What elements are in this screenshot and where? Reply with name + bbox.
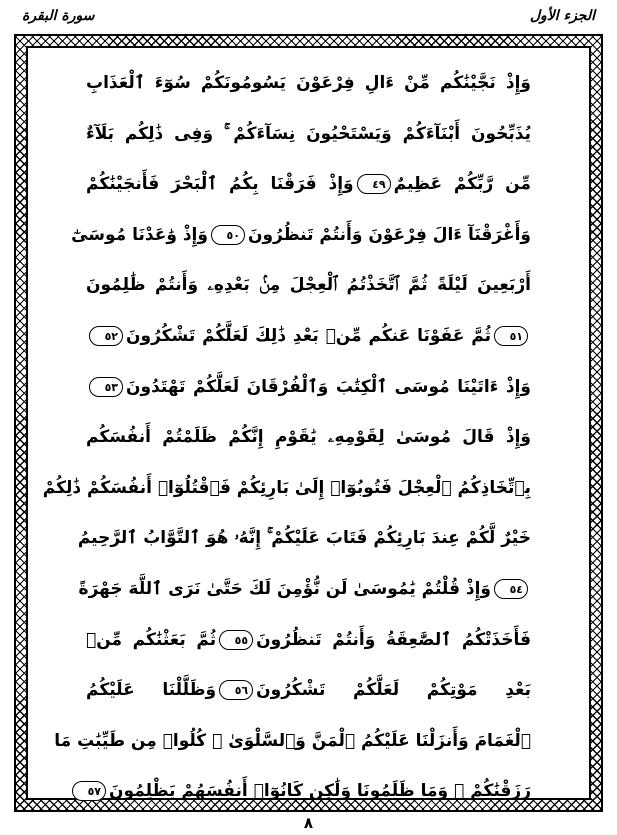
text-line-9	[42, 463, 531, 514]
line-text: وَإِذْ قُلْتُمْ يَٰمُوسَىٰ لَن نُّؤْمِنَ لَكَ حَتَّىٰ نَرَى ٱللَّهَ جَهْرَةً	[78, 578, 491, 599]
text-line-4	[71, 210, 531, 261]
ayah-marker: ٥٧	[72, 781, 106, 801]
line-text-after: وَإِذْ فَرَقْنَا بِكُمُ ٱلْبَحْرَ فَأَنجَيْنَٰكُمْ	[86, 174, 354, 195]
line-text: بَعْدِ مَوْتِكُمْ لَعَلَّكُمْ تَشْكُرُونَ	[256, 680, 531, 701]
text-line-11	[78, 564, 531, 615]
ayah-marker: ٥٠	[211, 225, 245, 245]
page-number: ٨	[303, 814, 314, 832]
text-line-10	[77, 513, 531, 564]
ayah-marker: ٥٤	[494, 579, 528, 599]
text-line-5	[86, 260, 531, 311]
text-line-7	[86, 362, 531, 413]
surah-header: سورة البقرة	[22, 8, 95, 24]
line-text: فَأَخَذَتْكُمُ ٱلصَّٰعِقَةُ وَأَنتُمْ تَنظُرُونَ	[256, 629, 532, 650]
line-text: خَيْرٌ لَّكُمْ عِندَ بَارِئِكُمْ فَتَابَ عَلَيْكُمْ ۚ إِنَّهُۥ هُوَ ٱلتَّوَّابُ ٱلرَّحِيمُ	[77, 528, 531, 549]
line-text: رَزَقْنَٰكُمْ ۖ وَمَا ظَلَمُونَا وَلَٰكِن كَانُوٓا۟ أَنفُسَهُمْ يَظْلِمُونَ	[109, 781, 531, 802]
ayah-marker: ٥٦	[219, 680, 253, 700]
text-line-14	[54, 716, 531, 767]
text-line-1	[86, 58, 531, 109]
line-text: ثُمَّ عَفَوْنَا عَنكُم مِّنۢ بَعْدِ ذَٰلِكَ لَعَلَّكُمْ تَشْكُرُونَ	[126, 325, 491, 346]
line-text: وَإِذْ قَالَ مُوسَىٰ لِقَوْمِهِۦ يَٰقَوْمِ إِنَّكُمْ ظَلَمْتُمْ أَنفُسَكُم	[86, 427, 531, 448]
text-line-15	[86, 766, 531, 817]
line-text: ٱلْغَمَامَ وَأَنزَلْنَا عَلَيْكُمُ ٱلْمَنَّ وَٱلسَّلْوَىٰ ۖ كُلُوا۟ مِن طَيِّبَٰتِ مَا	[54, 730, 531, 751]
text-line-6	[86, 311, 531, 362]
text-line-3	[86, 159, 531, 210]
line-text: وَإِذْ ءَاتَيْنَا مُوسَى ٱلْكِتَٰبَ وَٱلْفُرْقَانَ لَعَلَّكُمْ تَهْتَدُونَ	[126, 376, 531, 397]
juz-header: الجزء الأول	[529, 8, 595, 24]
text-line-8	[86, 412, 531, 463]
ayah-marker: ٤٩	[357, 174, 391, 194]
line-text: وَأَغْرَقْنَآ ءَالَ فِرْعَوْنَ وَأَنتُمْ تَنظُرُونَ	[247, 224, 531, 245]
line-text-after: وَإِذْ وَٰعَدْنَا مُوسَىٰٓ	[71, 224, 208, 245]
line-text: بِٱتِّخَاذِكُمُ ٱلْعِجْلَ فَتُوبُوٓا۟ إِلَىٰ بَارِئِكُمْ فَٱقْتُلُوٓا۟ أَنفُسَكُمْ ذَٰلِكُمْ	[42, 477, 531, 498]
text-line-13	[86, 665, 531, 716]
ayah-marker: ٥١	[494, 326, 528, 346]
line-text: يُذَبِّحُونَ أَبْنَآءَكُمْ وَيَسْتَحْيُونَ نِسَآءَكُمْ ۚ وَفِى ذَٰلِكُم بَلَآءٌ	[86, 123, 531, 144]
line-text-after: ثُمَّ بَعَثْنَٰكُم مِّنۢ	[86, 629, 217, 650]
line-text: أَرْبَعِينَ لَيْلَةً ثُمَّ ٱتَّخَذْتُمُ ٱلْعِجْلَ مِنۢ بَعْدِهِۦ وَأَنتُمْ ظَٰلِمُونَ	[86, 275, 531, 296]
ayah-marker: ٥٥	[219, 630, 253, 650]
text-line-12	[86, 615, 531, 666]
line-text: وَإِذْ نَجَّيْنَٰكُم مِّنْ ءَالِ فِرْعَوْنَ يَسُومُونَكُمْ سُوٓءَ ٱلْعَذَابِ	[86, 73, 531, 93]
quran-text-block	[42, 58, 532, 817]
line-text: مِّن رَّبِّكُمْ عَظِيمٌ	[393, 174, 531, 195]
ayah-marker: ٥٣	[89, 377, 123, 397]
text-line-2	[86, 109, 531, 160]
ayah-marker: ٥٢	[89, 326, 123, 346]
line-text-after: وَظَلَّلْنَا عَلَيْكُمُ	[86, 680, 217, 701]
